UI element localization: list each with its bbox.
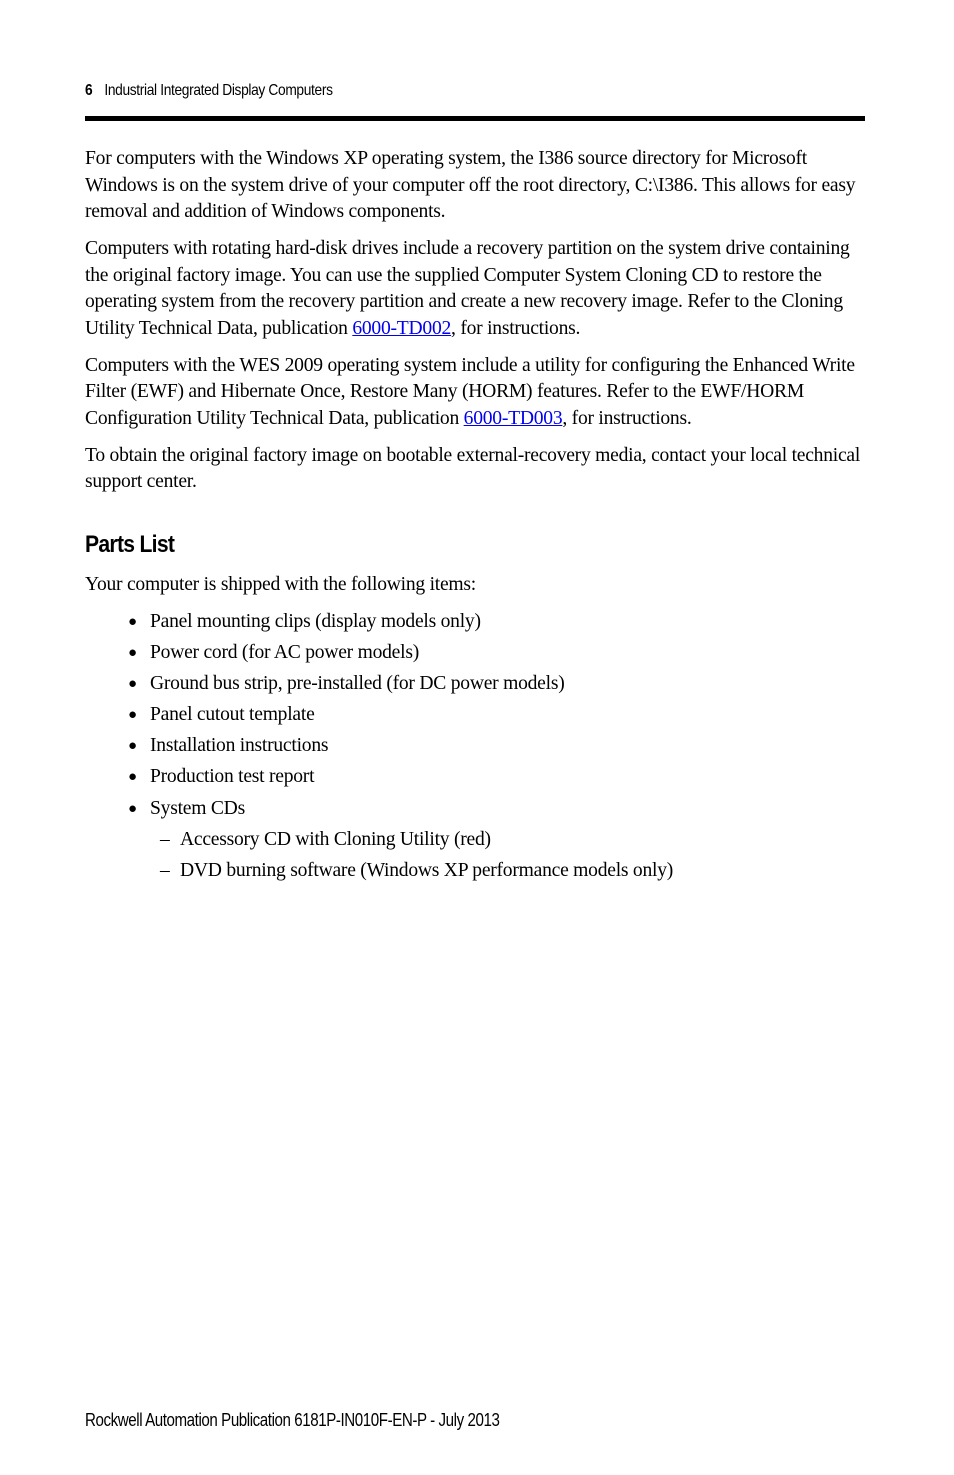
paragraph-wes2009-tail: , for instructions. — [562, 407, 692, 429]
list-item-text: Production test report — [150, 766, 315, 788]
bullet-icon: ● — [128, 675, 137, 692]
paragraph-wes2009-text: Computers with the WES 2009 operating system include a utility for configuring the Enhanced Write Filter (EWF) and Hibernate Once, Restore Many (HORM) features. Refer to the EWF/HORM Configuration Utility Technical Data, publication — [85, 354, 855, 429]
list-item-text: Ground bus strip, pre-installed (for DC power models) — [150, 672, 565, 694]
paragraph-recovery-tail: , for instructions. — [451, 317, 581, 339]
link-6000-td003[interactable]: 6000-TD003 — [463, 407, 563, 429]
sublist-item-text: DVD burning software (Windows XP performance models only) — [180, 860, 674, 881]
running-header — [85, 82, 756, 106]
bullet-icon: ● — [128, 738, 137, 755]
sublist-item — [160, 827, 867, 854]
bullet-icon: ● — [128, 613, 137, 630]
list-item-text: Panel mounting clips (display models only) — [150, 610, 481, 632]
parts-list-heading: Parts List — [85, 530, 175, 558]
header-rule — [85, 116, 865, 121]
bullet-icon: ● — [128, 707, 137, 724]
sublist-item-text: Accessory CD with Cloning Utility (red) — [180, 828, 491, 850]
page-content — [85, 146, 867, 889]
list-item — [128, 640, 867, 667]
sublist-item — [160, 858, 867, 885]
paragraph-i386: For computers with the Windows XP operating system, the I386 source directory for Microsoft Windows is on the system drive of your computer off the root directory, C:\I386. This allows for easy removal and addition of Windows components. — [85, 148, 856, 222]
paragraph-recovery-text: Computers with rotating hard-disk drives include a recovery partition on the system drive containing the original factory image. You can use the supplied Computer System Cloning CD to restore the operating system from the recovery partition and create a new recovery image. Refer to the Cloning Utility Technical Data, publication — [85, 238, 850, 339]
list-item-text: Installation instructions — [150, 735, 329, 757]
list-item — [128, 702, 867, 729]
link-6000-td002[interactable]: 6000-TD002 — [352, 317, 452, 339]
list-item-text: System CDs — [150, 797, 245, 819]
paragraph-recovery-partition — [85, 236, 867, 342]
paragraph-wes2009 — [85, 353, 867, 433]
parts-list — [85, 609, 867, 885]
list-item — [128, 764, 867, 791]
dash-icon: – — [160, 860, 170, 881]
list-item-text: Panel cutout template — [150, 704, 315, 726]
paragraph-factory-image: To obtain the original factory image on bootable external-recovery media, contact your local technical support center. — [85, 444, 861, 492]
bullet-icon: ● — [128, 769, 137, 786]
list-item — [128, 671, 867, 698]
list-item — [128, 796, 867, 885]
bullet-icon: ● — [128, 644, 137, 661]
list-item — [128, 609, 867, 636]
parts-list-intro: Your computer is shipped with the following items: — [85, 573, 476, 595]
bullet-icon: ● — [128, 800, 137, 817]
page-footer: Rockwell Automation Publication 6181P-IN010F-EN-P - July 2013 — [85, 1410, 500, 1430]
dash-icon: – — [160, 828, 170, 850]
header-title: Industrial Integrated Display Computers — [104, 82, 333, 99]
page-number: 6 — [85, 82, 93, 99]
list-item — [128, 733, 867, 760]
list-item-text: Power cord (for AC power models) — [150, 641, 419, 663]
system-cds-sublist — [150, 827, 867, 885]
